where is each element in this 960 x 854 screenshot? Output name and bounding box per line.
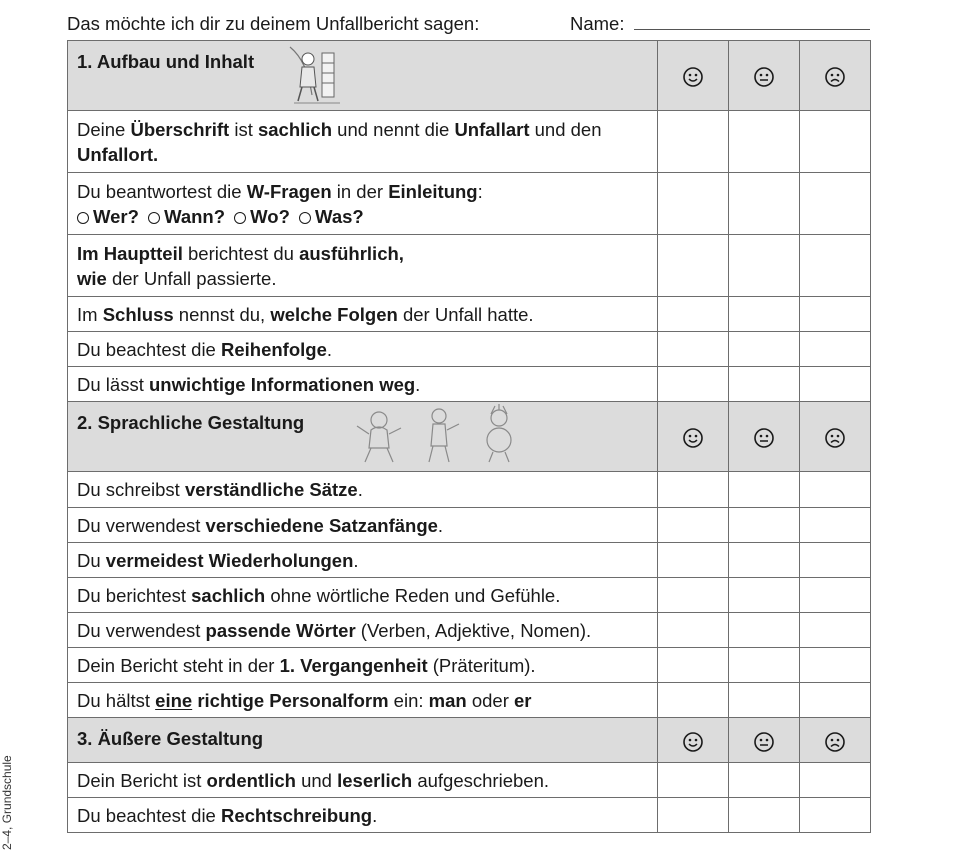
rating-cell-bad[interactable]: [800, 332, 871, 367]
rating-cell-ok[interactable]: [729, 332, 800, 367]
smiley-neutral-icon: [753, 731, 775, 753]
rating-cell-bad[interactable]: [800, 613, 871, 648]
rating-cell-bad[interactable]: [800, 578, 871, 613]
rating-cell-good[interactable]: [658, 543, 729, 578]
criterion-row: [68, 297, 871, 332]
worksheet-header: [67, 12, 870, 36]
criterion-text: Im Schluss nennst du, welche Folgen der Unfall hatte.: [68, 297, 658, 332]
criterion-row: [68, 367, 871, 402]
rating-cell-ok[interactable]: [729, 472, 800, 508]
rating-cell-good[interactable]: [658, 683, 729, 718]
rating-cell-good[interactable]: [658, 763, 729, 798]
rating-cell-ok[interactable]: [729, 111, 800, 173]
rating-cell-bad[interactable]: [800, 543, 871, 578]
rating-cell-good[interactable]: [658, 798, 729, 833]
smiley-happy-icon: [682, 427, 704, 449]
rating-cell-good[interactable]: [658, 297, 729, 332]
criterion-row: [68, 763, 871, 798]
criterion-text: Du verwendest passende Wörter (Verben, Adjektive, Nomen).: [68, 613, 658, 648]
rating-cell-bad[interactable]: [800, 683, 871, 718]
checkbox-circle[interactable]: [234, 212, 246, 224]
criterion-text: Im Hauptteil berichtest du ausführlich, wie der Unfall passierte.: [68, 235, 658, 297]
smiley-happy-icon: [682, 66, 704, 88]
characters-illustration: [349, 404, 529, 466]
section-header: [68, 718, 871, 763]
feedback-table: [67, 40, 871, 833]
rating-cell-bad[interactable]: [800, 763, 871, 798]
rating-cell-good[interactable]: [658, 578, 729, 613]
section-header: [68, 402, 871, 472]
section-title: 3. Äußere Gestaltung: [77, 728, 264, 749]
criterion-text: Deine Überschrift ist sachlich und nennt die Unfallart und den Unfallort.: [68, 111, 658, 173]
smiley-sad-icon: [824, 66, 846, 88]
rating-cell-ok[interactable]: [729, 297, 800, 332]
section-title: 2. Sprachliche Gestaltung: [77, 412, 305, 433]
rating-cell-bad[interactable]: [800, 798, 871, 833]
criterion-text: Du schreibst verständliche Sätze.: [68, 472, 658, 508]
rating-cell-good[interactable]: [658, 111, 729, 173]
rating-cell-bad[interactable]: [800, 472, 871, 508]
section-header: [68, 41, 871, 111]
rating-cell-ok[interactable]: [729, 798, 800, 833]
intro-text: Das möchte ich dir zu deinem Unfallbericht sagen:: [67, 13, 480, 34]
checkbox-circle[interactable]: [77, 212, 89, 224]
criterion-text: Du vermeidest Wiederholungen.: [68, 543, 658, 578]
rating-cell-ok[interactable]: [729, 648, 800, 683]
criterion-row: [68, 508, 871, 543]
criterion-row: [68, 578, 871, 613]
criterion-row: [68, 235, 871, 297]
criterion-row: [68, 472, 871, 508]
rating-cell-ok[interactable]: [729, 173, 800, 235]
criterion-text: Du beachtest die Reihenfolge.: [68, 332, 658, 367]
criterion-row: [68, 332, 871, 367]
rating-cell-bad[interactable]: [800, 508, 871, 543]
rating-cell-ok[interactable]: [729, 613, 800, 648]
rating-cell-good[interactable]: [658, 648, 729, 683]
side-note: 2–4, Grundschule: [0, 755, 14, 850]
smiley-happy-icon: [682, 731, 704, 753]
rating-cell-bad[interactable]: [800, 297, 871, 332]
criterion-row: [68, 173, 871, 235]
criterion-row: [68, 111, 871, 173]
rating-cell-ok[interactable]: [729, 235, 800, 297]
rating-cell-good[interactable]: [658, 613, 729, 648]
name-line[interactable]: [634, 29, 870, 30]
criterion-row: [68, 798, 871, 833]
rating-cell-bad[interactable]: [800, 235, 871, 297]
criterion-text: Du hältst eine richtige Personalform ein: man oder er: [68, 683, 658, 718]
criterion-row: [68, 648, 871, 683]
writer-illustration: [282, 41, 348, 107]
rating-cell-good[interactable]: [658, 472, 729, 508]
criterion-text: Du beantwortest die W-Fragen in der Einleitung: Wer? Wann? Wo? Was?: [68, 173, 658, 235]
rating-cell-ok[interactable]: [729, 763, 800, 798]
rating-cell-ok[interactable]: [729, 578, 800, 613]
name-label: Name:: [570, 13, 625, 34]
section-title: 1. Aufbau und Inhalt: [77, 51, 255, 72]
rating-cell-good[interactable]: [658, 508, 729, 543]
criterion-text: Du verwendest verschiedene Satzanfänge.: [68, 508, 658, 543]
criterion-text: Dein Bericht steht in der 1. Vergangenheit (Präteritum).: [68, 648, 658, 683]
rating-cell-bad[interactable]: [800, 367, 871, 402]
rating-cell-bad[interactable]: [800, 173, 871, 235]
rating-cell-good[interactable]: [658, 173, 729, 235]
checkbox-circle[interactable]: [148, 212, 160, 224]
rating-cell-bad[interactable]: [800, 111, 871, 173]
smiley-sad-icon: [824, 731, 846, 753]
rating-cell-good[interactable]: [658, 235, 729, 297]
criterion-row: [68, 613, 871, 648]
smiley-neutral-icon: [753, 427, 775, 449]
checkbox-circle[interactable]: [299, 212, 311, 224]
criterion-row: [68, 543, 871, 578]
smiley-neutral-icon: [753, 66, 775, 88]
rating-cell-ok[interactable]: [729, 683, 800, 718]
criterion-text: Dein Bericht ist ordentlich und leserlich aufgeschrieben.: [68, 763, 658, 798]
criterion-text: Du beachtest die Rechtschreibung.: [68, 798, 658, 833]
criterion-text: Du berichtest sachlich ohne wörtliche Reden und Gefühle.: [68, 578, 658, 613]
rating-cell-good[interactable]: [658, 367, 729, 402]
criterion-row: [68, 683, 871, 718]
rating-cell-bad[interactable]: [800, 648, 871, 683]
rating-cell-ok[interactable]: [729, 367, 800, 402]
rating-cell-ok[interactable]: [729, 508, 800, 543]
rating-cell-ok[interactable]: [729, 543, 800, 578]
criterion-text: Du lässt unwichtige Informationen weg.: [68, 367, 658, 402]
rating-cell-good[interactable]: [658, 332, 729, 367]
smiley-sad-icon: [824, 427, 846, 449]
